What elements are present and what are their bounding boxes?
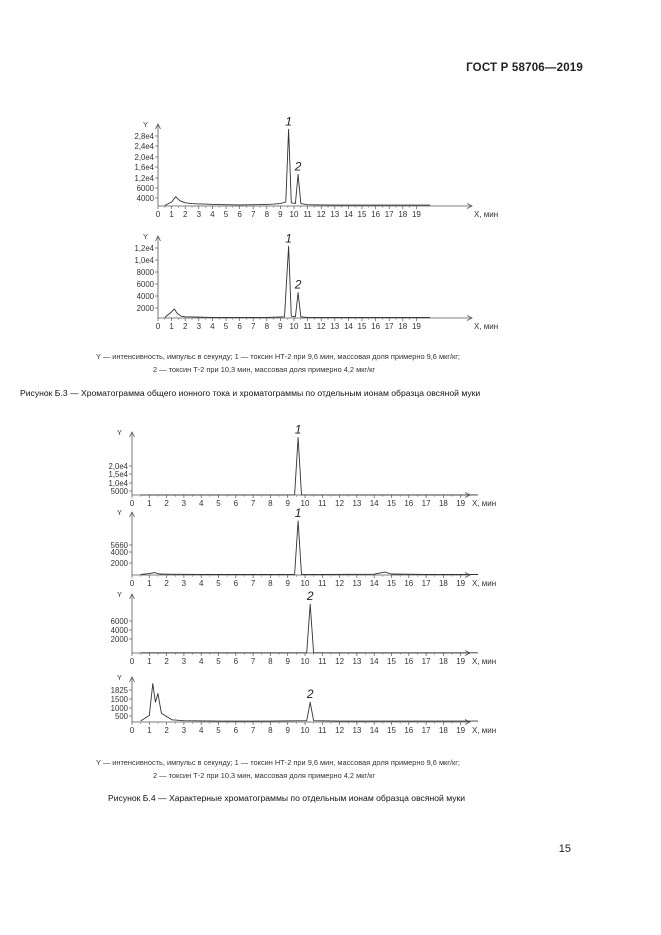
- chart-4-y-label: Y: [116, 508, 122, 517]
- chart-2-x-tick-label: 1: [169, 322, 174, 331]
- chart-2-x-tick-label: 12: [316, 322, 326, 331]
- chart-1-y-label: Y: [142, 120, 148, 129]
- chart-1-x-tick-label: 4: [210, 210, 215, 219]
- chart-4-x-tick-label: 16: [404, 579, 414, 588]
- chart-6-x-tick-label: 4: [198, 726, 204, 735]
- chart-5-x-tick-label: 18: [438, 657, 448, 666]
- chart-2-x-tick-label: 18: [398, 322, 408, 331]
- chart-5-x-tick-label: 5: [216, 657, 221, 666]
- chart-4-x-tick-label: 17: [421, 579, 431, 588]
- chart-1-y-tick-label: 1,6e4: [134, 163, 154, 172]
- chart-3-x-tick-label: 1: [147, 499, 152, 508]
- chart-3-x-tick-label: 11: [318, 499, 327, 508]
- chart-1-y-tick-label: 2,8e4: [134, 132, 154, 141]
- chart-3-x-tick-label: 15: [387, 499, 396, 508]
- chart-4-x-tick-label: 18: [438, 579, 448, 588]
- chart-5-y-tick-label: 6000: [110, 617, 128, 626]
- chart-5-x-tick-label: 3: [181, 657, 187, 666]
- fig-b3-legend-line-1: Y — интенсивность, импульс в секунду; 1 — токсин НТ-2 при 9,6 мин, массовая доля примерно 9,6 мкг/кг;: [96, 352, 460, 361]
- chart-2-x-tick-label: 0: [155, 322, 161, 331]
- fig-b3-legend-line-2: 2 — токсин Т-2 при 10,3 мин, массовая доля примерно 4,2 мкг/кг: [153, 365, 376, 374]
- document-header: ГОСТ Р 58706—2019: [466, 62, 583, 74]
- chart-3-x-tick-label: 10: [300, 499, 310, 508]
- chart-4-peak-label: 1: [294, 505, 302, 520]
- chart-2-x-tick-label: 8: [264, 322, 270, 331]
- chart-5-x-tick-label: 4: [198, 657, 204, 666]
- chart-4-x-tick-label: 7: [250, 579, 256, 588]
- chart-6-y-tick-label: 1825: [110, 686, 128, 695]
- chart-6-x-tick-label: 0: [129, 726, 135, 735]
- chart-5-x-tick-label: 9: [285, 657, 290, 666]
- chart-6-x-tick-label: 1: [147, 726, 152, 735]
- chart-4-y-tick-label: 2000: [110, 559, 128, 568]
- chart-5-x-tick-label: 1: [147, 657, 152, 666]
- chart-3-y-label: Y: [116, 428, 122, 437]
- chart-2-y-tick-label: 1,0e4: [134, 256, 154, 265]
- chart-6-x-tick-label: 17: [421, 726, 431, 735]
- chart-3-x-tick-label: 8: [268, 499, 273, 508]
- chart-3-y-tick-label: 1,5e4: [108, 470, 128, 479]
- chart-2-x-tick-label: 15: [357, 322, 367, 331]
- chart-3-x-tick-label: 18: [438, 499, 448, 508]
- chart-4-x-tick-label: 3: [181, 579, 187, 588]
- chart-4-x-label: X, мин: [472, 579, 497, 588]
- chart-5-x-tick-label: 14: [369, 657, 379, 666]
- chart-3-x-tick-label: 19: [456, 499, 466, 508]
- chart-1-x-tick-label: 0: [155, 210, 161, 219]
- fig-b4-legend-line-1: Y — интенсивность, импульс в секунду; 1 — токсин НТ-2 при 9,6 мин, массовая доля примерно 9,6 мкг/кг;: [96, 758, 460, 767]
- chart-5-x-tick-label: 19: [456, 657, 466, 666]
- chart-6-y-label: Y: [116, 673, 122, 682]
- chart-2-x-tick-label: 6: [237, 322, 242, 331]
- chart-6-x-label: X, мин: [472, 726, 497, 735]
- chart-1-peak-label: 1: [285, 114, 292, 129]
- chart-1-x-tick-label: 19: [411, 210, 421, 219]
- chart-2-x-tick-label: 5: [223, 322, 229, 331]
- chart-5-x-tick-label: 17: [421, 657, 431, 666]
- chart-5-x-tick-label: 8: [268, 657, 273, 666]
- chart-3-x-tick-label: 17: [421, 499, 431, 508]
- chart-4-y-tick-label: 4000: [110, 548, 128, 557]
- chart-6-y-tick-label: 1500: [110, 695, 128, 704]
- chart-4-x-tick-label: 11: [318, 579, 327, 588]
- chart-6-x-tick-label: 13: [352, 726, 362, 735]
- chart-1-x-tick-label: 1: [169, 210, 174, 219]
- chart-2-peak-label: 1: [285, 231, 292, 246]
- chart-1-x-label: X, мин: [474, 210, 499, 219]
- chart-2-x-tick-label: 4: [210, 322, 215, 331]
- chart-1-x-tick-label: 18: [398, 210, 408, 219]
- chart-3-x-tick-label: 5: [216, 499, 221, 508]
- chart-6-x-tick-label: 5: [216, 726, 221, 735]
- chart-4-x-tick-label: 12: [335, 579, 345, 588]
- chart-5-x-tick-label: 13: [352, 657, 362, 666]
- chart-3-x-tick-label: 2: [164, 499, 169, 508]
- chart-1-x-tick-label: 9: [278, 210, 283, 219]
- chart-6-x-tick-label: 7: [250, 726, 256, 735]
- chart-3-x-tick-label: 14: [369, 499, 379, 508]
- chart-5-x-tick-label: 10: [300, 657, 310, 666]
- chart-4-x-tick-label: 0: [129, 579, 135, 588]
- chart-3-x-tick-label: 6: [233, 499, 239, 508]
- chart-2-x-tick-label: 9: [278, 322, 283, 331]
- chart-1-y-tick-label: 6000: [136, 184, 154, 193]
- chart-6-x-tick-label: 16: [404, 726, 414, 735]
- chart-5-x-tick-label: 7: [250, 657, 256, 666]
- chart-1-x-tick-label: 10: [289, 210, 299, 219]
- chart-6-x-tick-label: 10: [300, 726, 310, 735]
- chart-2-x-tick-label: 3: [196, 322, 202, 331]
- chart-6-x-tick-label: 14: [369, 726, 379, 735]
- chart-6-peak-label: 2: [306, 687, 314, 702]
- chart-2-x-label: X, мин: [474, 322, 499, 331]
- chart-1-x-tick-label: 6: [237, 210, 242, 219]
- chart-1-x-tick-label: 14: [343, 210, 353, 219]
- chart-1-y-tick-label: 1,2e4: [134, 174, 154, 183]
- chart-2-x-tick-label: 7: [250, 322, 256, 331]
- chart-4-x-tick-label: 14: [369, 579, 379, 588]
- chart-3-y-tick-label: 1,0e4: [108, 479, 128, 488]
- chart-2-y-tick-label: 4000: [136, 292, 154, 301]
- chart-1-y-tick-label: 2,0e4: [134, 153, 154, 162]
- chart-5-y-tick-label: 2000: [110, 635, 128, 644]
- chart-6-x-tick-label: 9: [285, 726, 290, 735]
- chart-3-x-tick-label: 7: [250, 499, 256, 508]
- chart-2-x-tick-label: 10: [289, 322, 299, 331]
- chart-4-x-tick-label: 5: [216, 579, 221, 588]
- chart-3-x-label: X, мин: [472, 499, 497, 508]
- chart-5-peak-label: 2: [306, 589, 314, 604]
- chart-4-x-tick-label: 8: [268, 579, 273, 588]
- chart-5-x-tick-label: 11: [318, 657, 327, 666]
- chart-3-y-tick-label: 5000: [110, 487, 128, 496]
- chart-4-x-tick-label: 19: [456, 579, 466, 588]
- chart-2-y-tick-label: 2000: [136, 304, 154, 313]
- chart-4-x-tick-label: 1: [147, 579, 152, 588]
- chart-2-y-tick-label: 8000: [136, 268, 154, 277]
- chart-2-y-tick-label: 1,2e4: [134, 244, 154, 253]
- fig-b3-caption: Рисунок Б.3 — Хроматограмма общего ионного тока и хроматограммы по отдельным ионам образца овсяной муки: [20, 388, 481, 398]
- chart-1-x-tick-label: 15: [357, 210, 367, 219]
- page-number: 15: [558, 843, 571, 855]
- chart-1-x-tick-label: 3: [196, 210, 202, 219]
- chart-4-x-tick-label: 13: [352, 579, 362, 588]
- chart-1-x-tick-label: 8: [264, 210, 270, 219]
- chart-3-x-tick-label: 4: [198, 499, 204, 508]
- chart-1-x-tick-label: 13: [330, 210, 340, 219]
- chart-5-series-line: [141, 604, 478, 653]
- chart-3-peak-label: 1: [294, 422, 302, 437]
- chart-1-x-tick-label: 12: [316, 210, 326, 219]
- chart-6-x-tick-label: 8: [268, 726, 273, 735]
- chart-1-peak-label: 2: [294, 159, 302, 174]
- chart-4-x-tick-label: 9: [285, 579, 290, 588]
- chart-6-x-tick-label: 12: [335, 726, 345, 735]
- chart-1-x-tick-label: 16: [371, 210, 381, 219]
- chart-4-x-tick-label: 4: [198, 579, 204, 588]
- chart-3-x-tick-label: 0: [129, 499, 135, 508]
- chart-4-y-tick-label: 5660: [110, 541, 128, 550]
- chart-5-x-tick-label: 16: [404, 657, 414, 666]
- chart-3-x-tick-label: 3: [181, 499, 187, 508]
- chart-4-x-tick-label: 15: [387, 579, 396, 588]
- chart-4-series-line: [141, 521, 478, 575]
- chart-2-x-tick-label: 2: [182, 322, 188, 331]
- chart-2-x-tick-label: 13: [330, 322, 340, 331]
- chart-2-peak-label: 2: [294, 277, 302, 292]
- chart-6-y-tick-label: 500: [114, 712, 128, 721]
- chart-5-x-tick-label: 6: [233, 657, 239, 666]
- chart-4-x-tick-label: 6: [233, 579, 239, 588]
- chart-5-x-tick-label: 2: [164, 657, 169, 666]
- chart-3-x-tick-label: 16: [404, 499, 414, 508]
- chart-3-x-tick-label: 12: [335, 499, 345, 508]
- chart-2-x-tick-label: 17: [384, 322, 394, 331]
- chart-2-x-tick-label: 11: [303, 322, 312, 331]
- chart-6-x-tick-label: 3: [181, 726, 187, 735]
- chart-6-x-tick-label: 18: [438, 726, 448, 735]
- chart-6-x-tick-label: 6: [233, 726, 239, 735]
- chart-5-y-tick-label: 4000: [110, 626, 128, 635]
- chart-2-x-tick-label: 14: [343, 322, 353, 331]
- chart-6-x-tick-label: 2: [164, 726, 169, 735]
- chart-5-x-tick-label: 15: [387, 657, 396, 666]
- chart-6-y-tick-label: 1000: [110, 704, 128, 713]
- chart-1-x-tick-label: 5: [223, 210, 229, 219]
- chart-1-x-tick-label: 11: [303, 210, 312, 219]
- chart-4-x-tick-label: 2: [164, 579, 169, 588]
- chart-6-x-tick-label: 15: [387, 726, 396, 735]
- chart-1-y-tick-label: 4000: [136, 194, 154, 203]
- chart-6-x-tick-label: 19: [456, 726, 466, 735]
- chart-1-y-tick-label: 2,4e4: [134, 142, 154, 151]
- chart-3-y-tick-label: 2,0e4: [108, 462, 128, 471]
- chart-2-x-tick-label: 16: [371, 322, 381, 331]
- chart-1-x-tick-label: 2: [182, 210, 188, 219]
- chart-4-x-tick-label: 10: [300, 579, 310, 588]
- chart-6-x-tick-label: 11: [318, 726, 327, 735]
- chart-1-x-tick-label: 17: [384, 210, 394, 219]
- chart-5-x-tick-label: 0: [129, 657, 135, 666]
- fig-b4-legend-line-2: 2 — токсин Т-2 при 10,3 мин, массовая доля примерно 4,2 мкг/кг: [153, 771, 376, 780]
- chart-5-x-label: X, мин: [472, 657, 497, 666]
- chart-1-x-tick-label: 7: [250, 210, 256, 219]
- chart-5-x-tick-label: 12: [335, 657, 345, 666]
- chart-3-series-line: [141, 438, 478, 495]
- chart-2-y-tick-label: 6000: [136, 280, 154, 289]
- chart-3-x-tick-label: 9: [285, 499, 290, 508]
- chart-5-y-label: Y: [116, 590, 122, 599]
- chart-3-x-tick-label: 13: [352, 499, 362, 508]
- chart-2-y-label: Y: [142, 232, 148, 241]
- chart-2-x-tick-label: 19: [411, 322, 421, 331]
- fig-b4-caption: Рисунок Б.4 — Характерные хроматограммы по отдельным ионам образца овсяной муки: [108, 793, 466, 803]
